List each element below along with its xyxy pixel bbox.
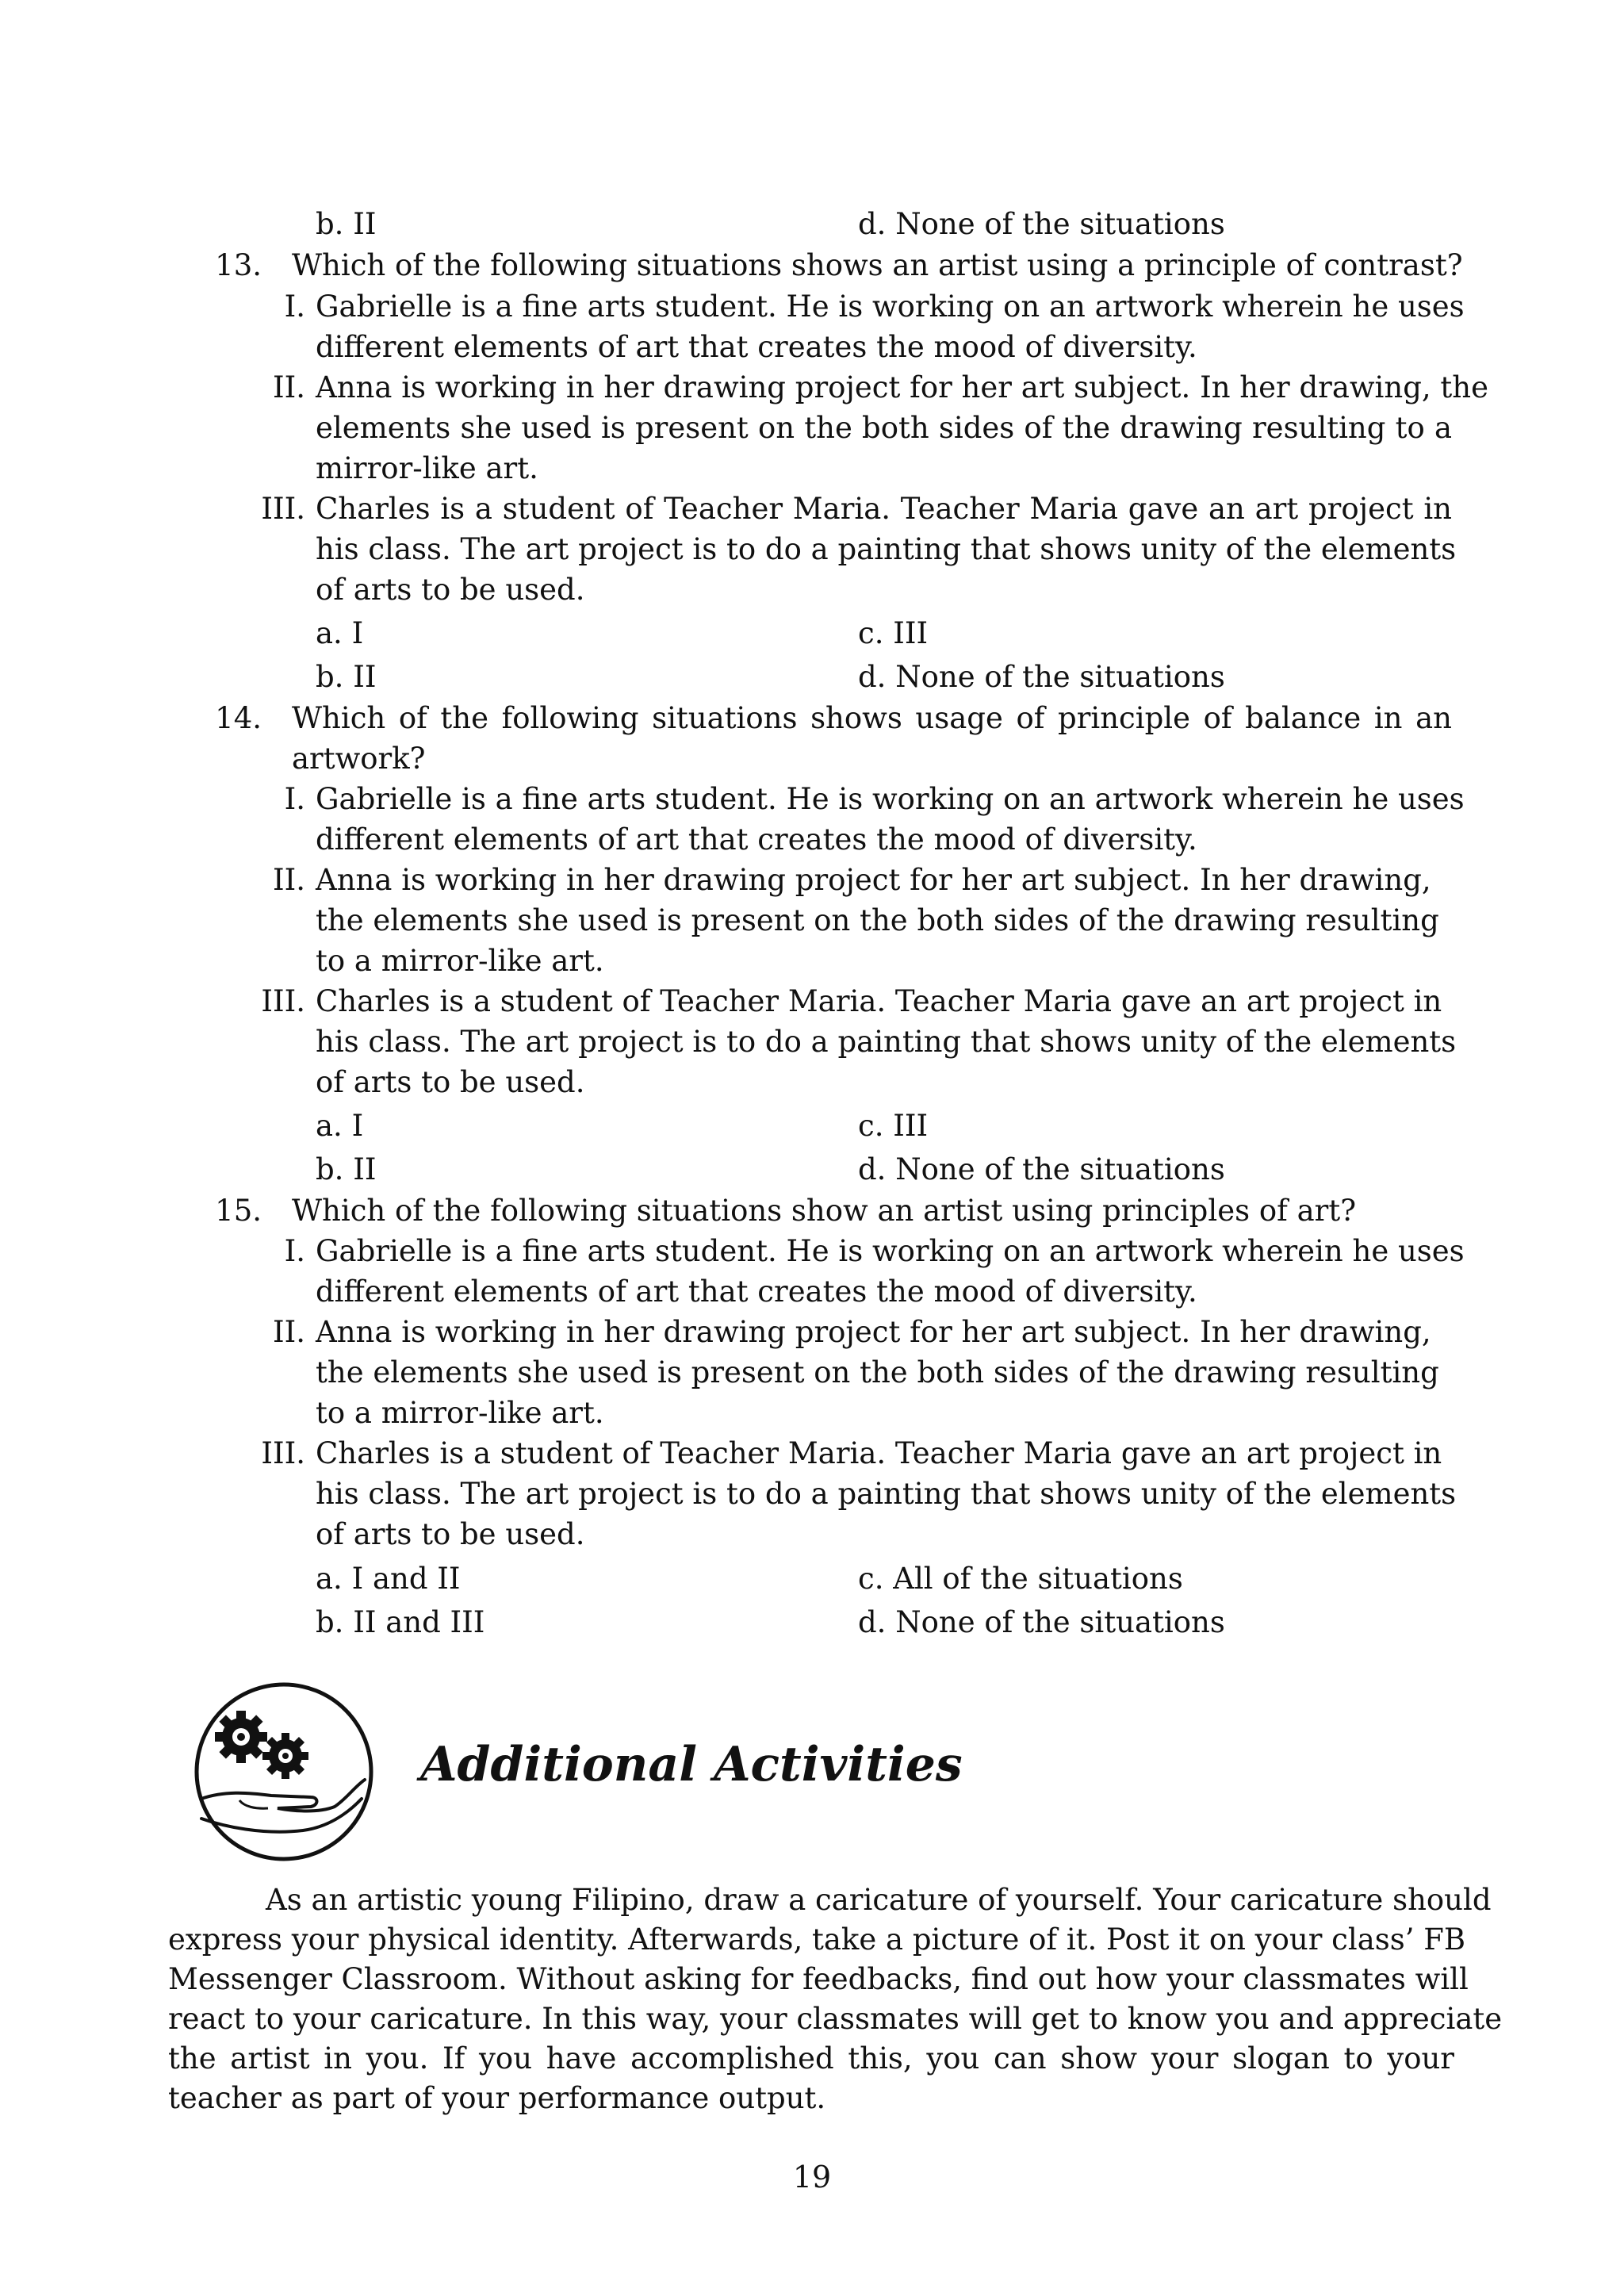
choice-c: c. III [858, 1109, 929, 1143]
choice-a: a. I [316, 1109, 364, 1143]
choice-c: c. III [858, 616, 929, 650]
situation-line: elements she used is present on the both sides of the drawing resulting to a [316, 411, 1452, 445]
situation-line: his class. The art project is to do a painting that shows unity of the elements [316, 1477, 1457, 1511]
question-14-number: 14. [215, 701, 262, 735]
paragraph-line: teacher as part of your performance output. [168, 2081, 826, 2115]
choice-a: a. I [316, 616, 364, 650]
situation-line: Gabrielle is a fine arts student. He is working on an artwork wherein he uses [316, 782, 1465, 816]
situation-line: the elements she used is present on the both sides of the drawing resulting [316, 1355, 1439, 1389]
situation-line: Anna is working in her drawing project for her art subject. In her drawing, [316, 1315, 1431, 1349]
situation-line: Charles is a student of Teacher Maria. Teacher Maria gave an art project in [316, 984, 1442, 1018]
situation-roman: II. [273, 370, 305, 404]
choice-b: b. II [316, 660, 377, 694]
question-13-number: 13. [215, 248, 262, 282]
question-13-text: Which of the following situations shows an artist using a principle of contrast? [292, 248, 1463, 282]
choice-b: b. II [316, 207, 377, 241]
situation-roman: III. [261, 984, 305, 1018]
paragraph-line: the artist in you. If you have accomplished this, you can show your slogan to your [168, 2041, 1454, 2076]
paragraph-line: As an artistic young Filipino, draw a caricature of yourself. Your caricature should [266, 1883, 1492, 1917]
situation-roman: I. [284, 782, 305, 816]
situation-line: Gabrielle is a fine arts student. He is working on an artwork wherein he uses [316, 1234, 1465, 1268]
paragraph-line: Messenger Classroom. Without asking for feedbacks, find out how your classmates will [168, 1962, 1469, 1996]
situation-line: his class. The art project is to do a painting that shows unity of the elements [316, 532, 1457, 566]
situation-roman: I. [284, 289, 305, 324]
situation-line: Charles is a student of Teacher Maria. Teacher Maria gave an art project in [316, 492, 1452, 526]
situation-line: different elements of art that creates the mood of diversity. [316, 1274, 1197, 1309]
situation-line: different elements of art that creates the mood of diversity. [316, 330, 1197, 364]
choice-d: d. None of the situations [858, 1605, 1225, 1639]
choice-b: b. II and III [316, 1605, 485, 1639]
question-14-text: artwork? [292, 742, 426, 776]
situation-line: of arts to be used. [316, 573, 585, 607]
situation-line: Anna is working in her drawing project for her art subject. In her drawing, [316, 863, 1431, 897]
page-number: 19 [792, 2160, 832, 2194]
choice-b: b. II [316, 1152, 377, 1186]
situation-line: to a mirror-like art. [316, 944, 604, 978]
situation-line: the elements she used is present on the both sides of the drawing resulting [316, 903, 1439, 937]
choice-c: c. All of the situations [858, 1562, 1183, 1596]
choice-a: a. I and II [316, 1562, 461, 1596]
situation-line: Gabrielle is a fine arts student. He is working on an artwork wherein he uses [316, 289, 1465, 324]
situation-line: of arts to be used. [316, 1517, 585, 1551]
choice-d: d. None of the situations [858, 660, 1225, 694]
choice-d: d. None of the situations [858, 1152, 1225, 1186]
situation-roman: II. [273, 863, 305, 897]
choice-d: d. None of the situations [858, 207, 1225, 241]
situation-line: Charles is a student of Teacher Maria. Teacher Maria gave an art project in [316, 1436, 1442, 1470]
situation-roman: III. [261, 492, 305, 526]
paragraph-line: react to your caricature. In this way, your classmates will get to know you and appreciate [168, 2002, 1503, 2036]
section-heading: Additional Activities [420, 1737, 963, 1792]
situation-roman: III. [261, 1436, 305, 1470]
situation-line: different elements of art that creates the mood of diversity. [316, 822, 1197, 857]
situation-roman: II. [273, 1315, 305, 1349]
situation-line: Anna is working in her drawing project for her art subject. In her drawing, the [316, 370, 1489, 404]
question-15-number: 15. [215, 1194, 262, 1228]
situation-line: his class. The art project is to do a painting that shows unity of the elements [316, 1025, 1457, 1059]
question-15-text: Which of the following situations show an artist using principles of art? [292, 1194, 1357, 1228]
situation-line: mirror-like art. [316, 451, 538, 485]
paragraph-line: express your physical identity. Afterwards, take a picture of it. Post it on your class’ FB [168, 1922, 1466, 1957]
question-14-text: Which of the following situations shows usage of principle of balance in an [292, 701, 1452, 735]
situation-line: of arts to be used. [316, 1065, 585, 1099]
situation-line: to a mirror-like art. [316, 1396, 604, 1430]
gears-in-hand-icon [192, 1680, 376, 1864]
situation-roman: I. [284, 1234, 305, 1268]
